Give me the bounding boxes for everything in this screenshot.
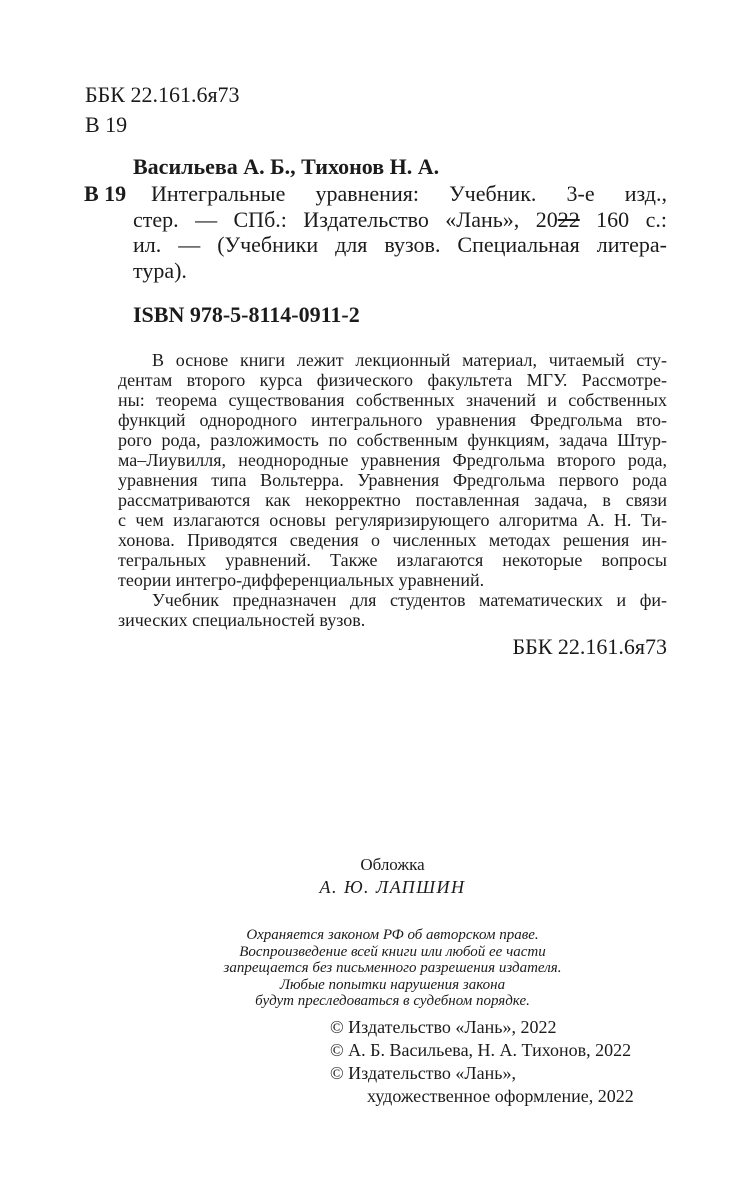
top-codes-block [85,80,240,140]
text-line: © Издательство «Лань», 2022 [330,1017,557,1037]
text-line: Учебник предназначен для студентов математических и фи- [152,590,667,610]
text-line: теории интегро-дифференциальных уравнений. [118,570,485,590]
text-line: хонова. Приводятся сведения о численных методах решения ин- [118,530,667,550]
text-line: тегральных уравнений. Также излагаются некоторые вопросы [118,550,667,570]
text-line: зических специальностей вузов. [118,610,366,630]
text-line: функций однородного интегрального уравнения Фредгольма вто- [118,410,667,430]
text-line: © А. Б. Васильева, Н. А. Тихонов, 2022 [330,1040,632,1060]
cover-credits-block [118,853,667,899]
text-line: Воспроизведение всей книги или любой ее части [239,943,546,960]
card-title-line: Интегральные уравнения: Учебник. 3-е изд., [151,181,667,206]
imprint-text-pre: стер. — СПб.: Издательство «Лань», 20 [133,206,558,232]
authors-line: Васильева А. Б., Тихонов Н. А. [133,154,440,179]
imprint-struck-digits: 22 [557,206,580,232]
text-line: с чем излагаются основы регуляризирующего алгоритма А. Н. Ти- [118,510,667,530]
text-line: дентам второго курса физического факультета МГУ. Рассмотре- [118,370,667,390]
text-line: Охраняется законом РФ об авторском праве. [246,927,539,943]
card-series-end: тура). [133,257,187,283]
imprint-text-post: 160 с.: [579,206,667,232]
catalog-card [133,181,667,283]
isbn-line: ISBN 978-5-8114-0911-2 [133,302,360,327]
card-imprint-line [133,207,667,233]
text-line: © Издательство «Лань», [330,1063,516,1083]
text-line: рого рода, разложимость по собственным функциям, задача Штур- [118,430,667,450]
text-line: уравнения типа Вольтерра. Уравнения Фредгольма первого рода [118,470,667,490]
text-line: В основе книги лежит лекционный материал, читаемый сту- [152,350,667,370]
text-line: ма–Лиувилля, неоднородные уравнения Фредгольма второго рода, [118,450,667,470]
text-line: запрещается без письменного разрешения издателя. [223,960,562,976]
bbk-code: ББК 22.161.6я73 [85,82,240,107]
text-line: художественное оформление, 2022 [367,1086,634,1106]
card-author-mark: В 19 [84,181,127,206]
cover-credit-name: А. Ю. ЛАПШИН [319,877,466,897]
card-series-line: ил. — (Учебники для вузов. Специальная литера- [133,232,667,257]
bbk-code-footer: ББК 22.161.6я73 [512,634,667,659]
text-line: ны: теорема существования собственных значений и собственных [118,390,667,410]
cover-credit-role: Обложка [360,855,425,874]
author-mark: В 19 [85,112,128,137]
text-line: рассматриваются как некорректно поставленная задача, в связи [118,490,667,510]
text-line: будут преследоваться в судебном порядке. [255,993,530,1009]
text-line: Любые попытки нарушения закона [279,976,506,993]
legal-notice [118,927,667,1010]
copyright-block [330,1016,634,1108]
annotation-paragraph [118,350,667,630]
